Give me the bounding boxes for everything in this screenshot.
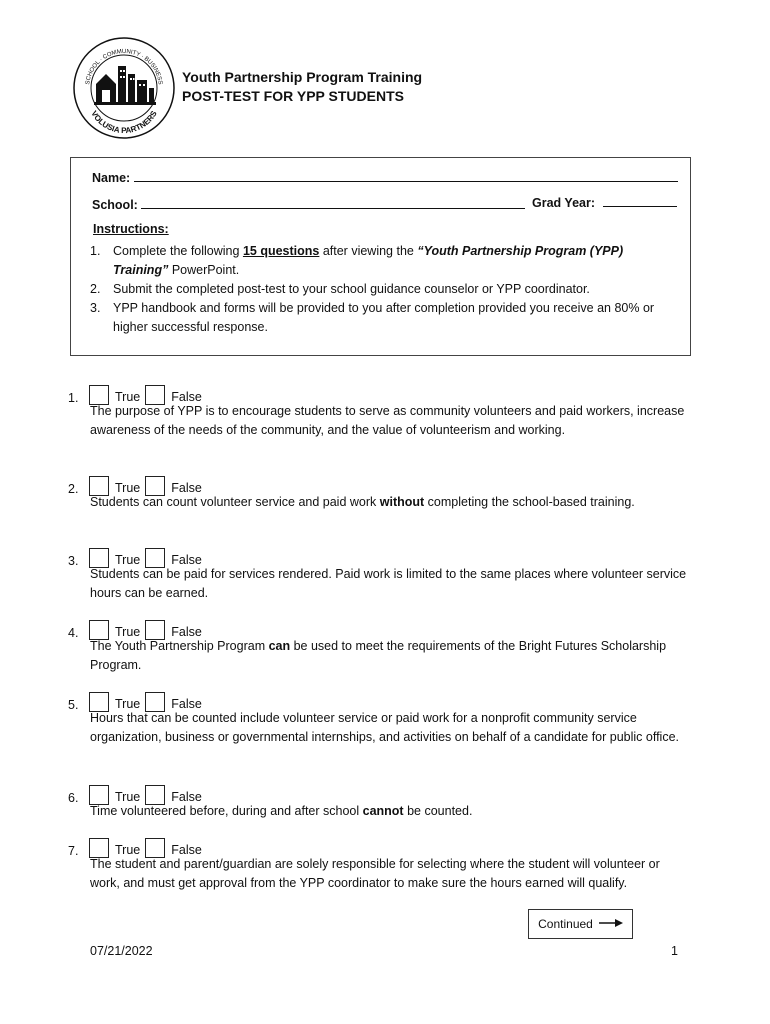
title-line-2: POST-TEST FOR YPP STUDENTS: [182, 88, 404, 104]
question-options: True False: [89, 618, 207, 640]
question-text: Hours that can be counted include volunteer service or paid work for a nonprofit community service organization, business or governmental internships, and activities on behalf of a candidate for public office.: [90, 711, 680, 744]
school-label: School:: [92, 198, 138, 212]
question-options: True False: [89, 783, 207, 805]
question-text: Students can count volunteer service and paid work without completing the school-based training.: [90, 495, 635, 509]
instructions-list: [90, 242, 680, 337]
volusia-partners-logo: [72, 36, 176, 140]
question-text: The purpose of YPP is to encourage students to serve as community volunteers and paid workers, increase awareness of the needs of the community, and the value of volunteerism and working.: [90, 404, 685, 437]
question-text: Time volunteered before, during and after school cannot be counted.: [90, 804, 473, 818]
name-row: [92, 170, 678, 185]
page-number: 1: [671, 944, 678, 958]
document-title: [182, 68, 422, 106]
question-options: True False: [89, 836, 207, 858]
question-text: The Youth Partnership Program can be used to meet the requirements of the Bright Futures Scholarship Program.: [90, 639, 667, 672]
svg-text:SCHOOL · COMMUNITY · BUSINESS: SCHOOL · COMMUNITY · BUSINESS: [85, 49, 163, 86]
question-options: True False: [89, 690, 207, 712]
instruction-item: 3. YPP handbook and forms will be provided to you after completion provided you receive an 80% or higher successful response.: [90, 301, 655, 334]
grad-year-field[interactable]: [603, 195, 677, 207]
question-options: True False: [89, 546, 207, 568]
question-text: The student and parent/guardian are solely responsible for selecting where the student will volunteer or work, and must get approval from the YPP coordinator to make sure the hours earned will qualify.: [90, 857, 660, 890]
school-row: [92, 197, 525, 212]
grad-year-label: Grad Year:: [532, 196, 596, 210]
arrow-right-icon: [599, 917, 623, 931]
continued-label: Continued: [538, 917, 593, 931]
name-label: Name:: [92, 171, 131, 185]
instruction-item: 1. Complete the following 15 questions after viewing the “Youth Partnership Program (YPP) Training” PowerPoint.: [90, 244, 624, 277]
instruction-item: 2. Submit the completed post-test to your school guidance counselor or YPP coordinator.: [90, 282, 590, 296]
footer-date: 07/21/2022: [90, 944, 153, 958]
grad-year-row: [532, 195, 677, 210]
name-field[interactable]: [134, 170, 678, 182]
question-options: True False: [89, 474, 207, 496]
question-options: True False: [89, 383, 207, 405]
school-field[interactable]: [141, 197, 525, 209]
title-line-1: Youth Partnership Program Training: [182, 69, 423, 85]
continued-indicator: [528, 909, 633, 939]
instructions-title: Instructions:: [93, 222, 169, 236]
svg-text:VOLUSIA PARTNERS: VOLUSIA PARTNERS: [89, 109, 159, 136]
question-text: Students can be paid for services rendered. Paid work is limited to the same places where volunteer service hours can be earned.: [90, 567, 687, 600]
